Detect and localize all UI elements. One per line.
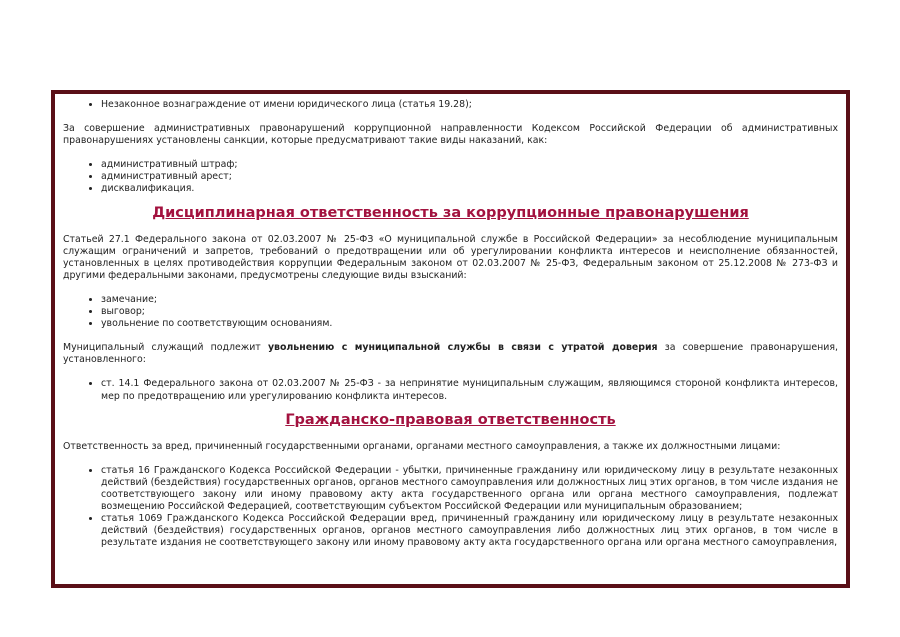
document-content [63,99,838,549]
disciplinary-penalties-list [63,294,838,330]
paragraph-article-27-1: Статьей 27.1 Федерального закона от 02.03.2007 № 25-ФЗ «О муниципальной службе в Российской Федерации» за несоблюдение муниципальным служащим ограничений и запретов, требований о предотвращении или об урегулировании конфликта интересов и неисполнение обязанностей, установленных в целях противодействия коррупции Федеральным законом от 02.03.2007 № 25-ФЗ, Федеральным законом от 25.12.2008 № 273-ФЗ и другими федеральными законами, предусмотрены следующие виды взысканий: [63,233,838,281]
list-item: • административный арест; [101,171,838,183]
article-list [63,378,838,402]
list-item: • ст. 14.1 Федерального закона от 02.03.2007 № 25-ФЗ - за непринятие муниципальным служащим, являющимся стороной конфликта интересов, мер по предотвращению или урегулированию конфликта интересов. [101,378,838,402]
top-list [63,99,838,111]
list-item: • статья 1069 Гражданского Кодекса Российской Федерации вред, причиненный гражданину или юридическому лицу в результате незаконных действий (бездействия) государственных органов, органов местного самоуправления либо должностных лиц этих органов, в том числе в результате издания не соответствующего закону или иному правовому акту акта государственного органа или органа местного самоуправления, [101,513,838,549]
paragraph-admin-sanctions: За совершение административных правонарушений коррупционной направленности Кодексом Российской Федерации об административных правонарушениях установлены санкции, которые предусматривают такие виды наказаний, как: [63,123,838,147]
civil-list [63,465,838,550]
list-item: • увольнение по соответствующим основаниям. [101,318,838,330]
paragraph-text: за совершение правонарушения, установленного: [63,342,838,366]
list-item: • Незаконное вознаграждение от имени юридического лица (статья 19.28); [101,99,838,111]
admin-penalties-list [63,159,838,195]
heading-civil: Гражданско-правовая ответственность [285,411,616,428]
paragraph-dismissal [63,342,838,366]
list-item: • административный штраф; [101,159,838,171]
document-frame [51,90,850,588]
list-item: • выговор; [101,306,838,318]
bold-text: увольнению с муниципальной службы в связи с утратой доверия [267,342,658,354]
list-item: • статья 16 Гражданского Кодекса Российской Федерации - убытки, причиненные гражданину или юридическому лицу в результате незаконных действий (бездействия) государственных органов, органов местного самоуправления или должностных лиц этих органов, в том числе издания не соответствующего закону или иному правовому акту акта государственного органа или органа местного самоуправления, подлежат возмещению Российской Федерацией, соответствующим субъектом Российской Федерации или муниципальным образованием; [101,465,838,513]
heading-disciplinary: Дисциплинарная ответственность за коррупционные правонарушения [152,204,749,221]
paragraph-civil-liability: Ответственность за вред, причиненный государственными органами, органами местного самоуправления, а также их должностными лицами: [63,440,781,452]
list-item: • дисквалификация. [101,183,838,195]
list-item: • замечание; [101,294,838,306]
paragraph-text: Муниципальный служащий подлежит [63,342,268,354]
